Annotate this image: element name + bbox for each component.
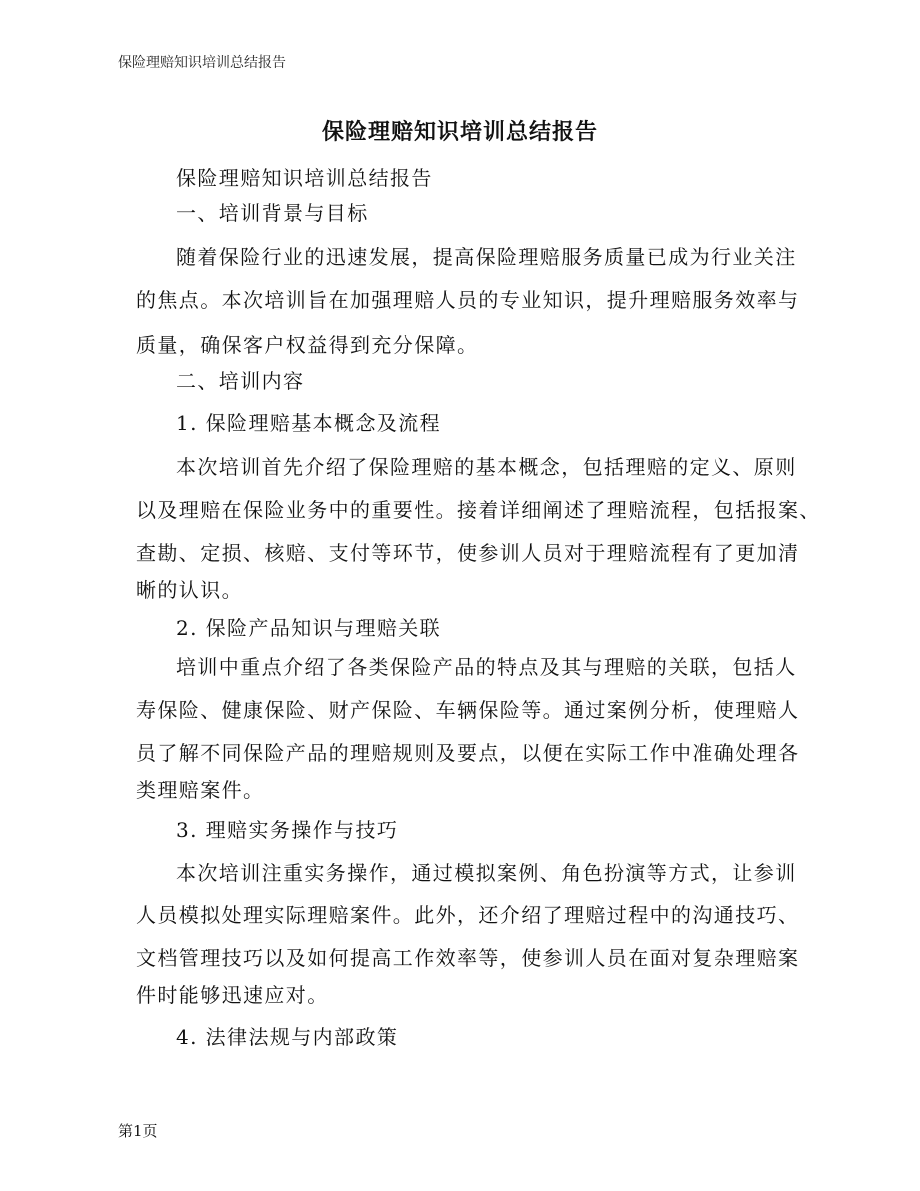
text-line: 件时能够迅速应对。: [136, 983, 329, 1007]
text-line: 本次培训注重实务操作，通过模拟案例、角色扮演等方式，让参训: [176, 861, 797, 885]
text-line: 一、培训背景与目标: [176, 201, 369, 225]
text-line: 的焦点。本次培训旨在加强理赔人员的专业知识，提升理赔服务效率与: [136, 288, 800, 312]
text-line: 2. 保险产品知识与理赔关联: [176, 616, 442, 640]
text-line: 二、培训内容: [176, 369, 305, 393]
text-line: 文档管理技巧以及如何提高工作效率等，使参训人员在面对复杂理赔案: [136, 946, 800, 970]
text-line: 查勘、定损、核赔、支付等环节，使参训人员对于理赔流程有了更加清: [136, 541, 800, 565]
text-line: 寿保险、健康保险、财产保险、车辆保险等。通过案例分析，使理赔人: [136, 698, 800, 722]
text-line: 质量，确保客户权益得到充分保障。: [136, 333, 479, 357]
text-line: 员了解不同保险产品的理赔规则及要点，以便在实际工作中准确处理各: [136, 741, 800, 765]
text-line: 4. 法律法规与内部政策: [176, 1025, 399, 1049]
text-line: 保险理赔知识培训总结报告: [176, 166, 433, 190]
running-header: 保险理赔知识培训总结报告: [118, 55, 286, 71]
page-number: 第1页: [118, 1122, 158, 1140]
text-line: 晰的认识。: [136, 578, 243, 602]
text-line: 本次培训首先介绍了保险理赔的基本概念，包括理赔的定义、原则: [176, 455, 797, 479]
text-line: 以及理赔在保险业务中的重要性。接着详细阐述了理赔流程，包括报案、: [136, 498, 821, 522]
text-line: 类理赔案件。: [136, 778, 265, 802]
document-title: 保险理赔知识培训总结报告: [321, 119, 598, 145]
text-line: 1. 保险理赔基本概念及流程: [176, 411, 442, 435]
text-line: 人员模拟处理实际理赔案件。此外，还介绍了理赔过程中的沟通技巧、: [136, 903, 800, 927]
text-line: 随着保险行业的迅速发展，提高保险理赔服务质量已成为行业关注: [176, 245, 797, 269]
text-line: 培训中重点介绍了各类保险产品的特点及其与理赔的关联，包括人: [176, 655, 797, 679]
text-line: 3. 理赔实务操作与技巧: [176, 818, 399, 842]
